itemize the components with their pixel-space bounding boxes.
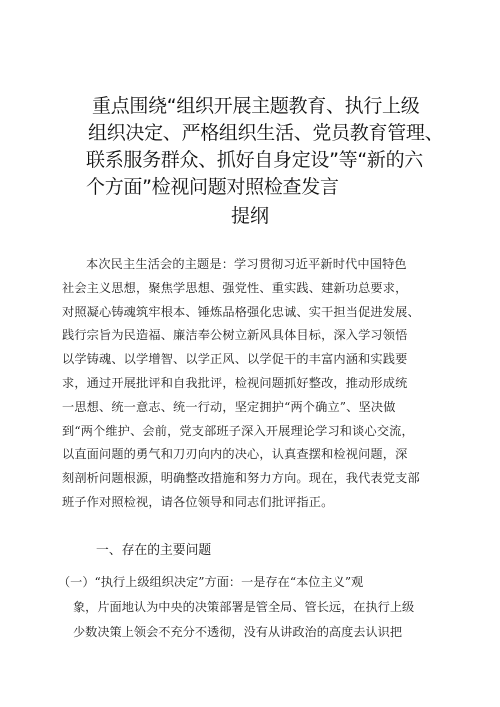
title-line: 重点围绕“组织开展主题教育、执行上级 — [92, 95, 420, 117]
document-title — [78, 93, 444, 201]
intro-paragraph — [62, 253, 452, 515]
paragraph-line: 一思想、统一意志、统一行动，坚定拥护“两个确立”、坚决做 — [62, 399, 396, 414]
paragraph-line: 刻剖析问题根源，明确整改措施和努力方向。现在，我代表党支部 — [62, 471, 420, 486]
paragraph-line: 求，通过开展批评和自我批评，检视问题抓好整改，推动形成统 — [62, 375, 408, 390]
title-line: 个方面”检视问题对照检查发言 — [86, 176, 339, 198]
paragraph-line: 象，片面地认为中央的决策部署是管全局、管长远，在执行上级 — [73, 600, 415, 614]
paragraph-line: 以直面问题的勇气和刀刃向内的决心，认真查摆和检视问题，深 — [62, 447, 408, 462]
paragraph-line: 班子作对照检视，请各位领导和同志们批评指正。 — [62, 494, 334, 509]
section-heading: 一、存在的主要问题 — [96, 543, 212, 558]
paragraph-line: （一）“执行上级组织决定”方面：一是存在“本位主义”观 — [58, 575, 364, 589]
paragraph-line: 践行宗旨为民造福、廉洁奉公树立新风具体目标，深入学习领悟 — [62, 328, 408, 343]
paragraph-line: 少数决策上领会不充分不透彻，没有从讲政治的高度去认识把 — [73, 625, 403, 639]
paragraph-line: 对照凝心铸魂筑牢根本、锤炼品格强化忠诚、实干担当促进发展、 — [62, 304, 420, 319]
paragraph-line: 到“两个维护、会前，党支部班子深入开展理论学习和谈心交流， — [62, 423, 414, 438]
paragraph-line: 以学铸魂、以学增智、以学正风、以学促干的丰富内涵和实践要 — [62, 352, 408, 367]
paragraph-line: 本次民主生活会的主题是：学习贯彻习近平新时代中国特色 — [86, 257, 407, 271]
document-subtitle: 提纲 — [230, 205, 269, 227]
title-line: 组织决定、严格组织生活、党员教育管理、 — [88, 122, 444, 144]
subsection-paragraph — [58, 570, 458, 645]
title-line: 联系服务群众、抓好自身定设”等“新的六 — [86, 149, 423, 171]
paragraph-line: 社会主义思想，聚焦学思想、强党性、重实践、建新功总要求， — [62, 280, 408, 295]
